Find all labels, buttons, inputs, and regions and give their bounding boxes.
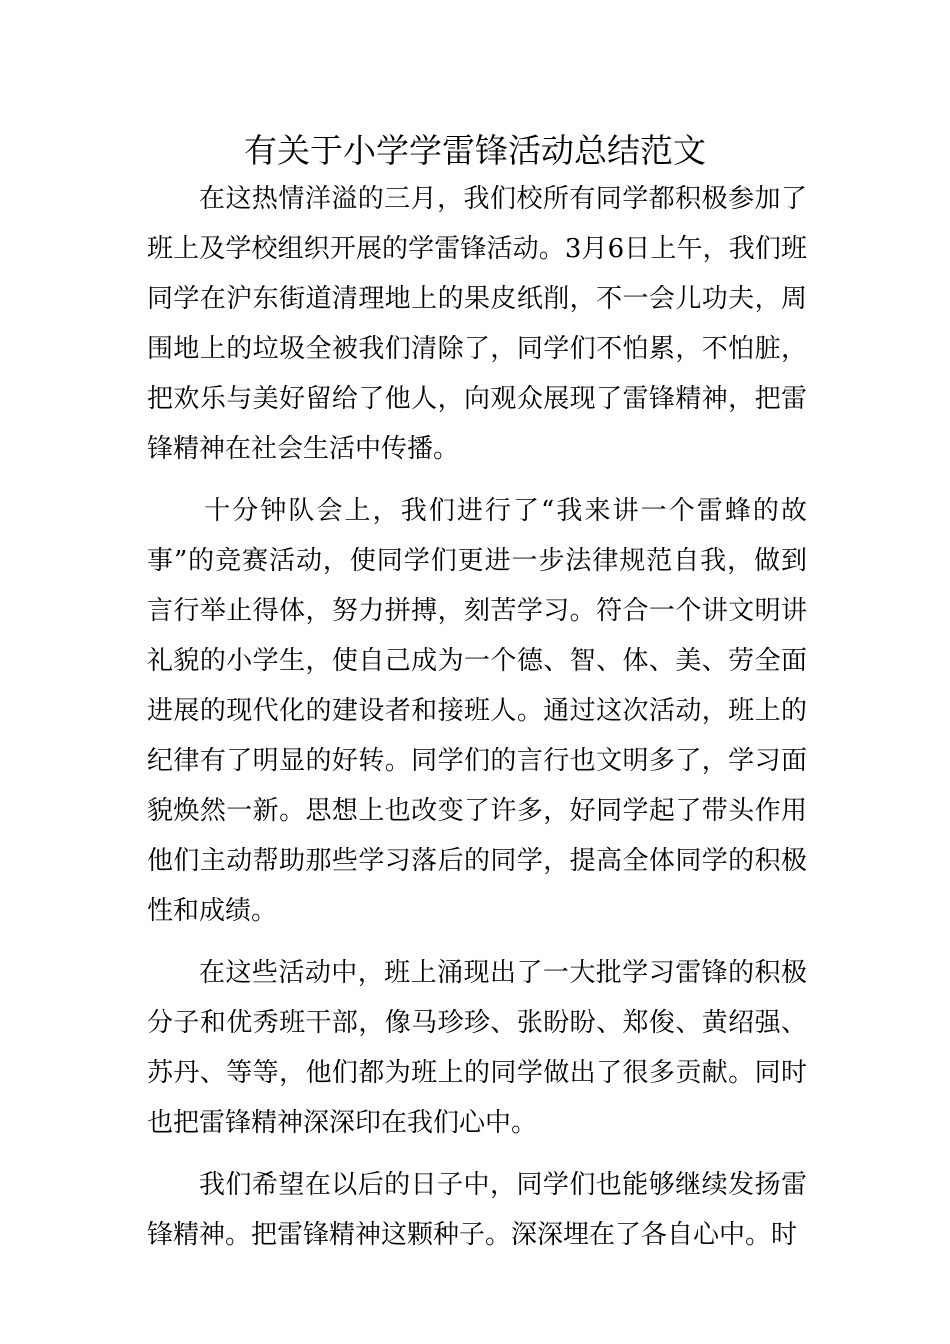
paragraph-4: 我们希望在以后的日子中，同学们也能够继续发扬雷锋精神。把雷锋精神这颗种子。深深埋在了各自心中。时 bbox=[147, 1170, 807, 1250]
paragraph-2: 十分钟队会上，我们进行了“我来讲一个雷蜂的故事”的竞赛活动，使同学们更进一步法律规范自我，做到言行举止得体，努力拼搏，刻苦学习。符合一个讲文明讲礼貌的小学生，使自己成为一个德、智、体、美、劳全面进展的现代化的建设者和接班人。通过这次活动，班上的纪律有了明显的好转。同学们的言行也文明多了，学习面貌焕然一新。思想上也改变了许多，好同学起了带头作用他们主动帮助那些学习落后的同学，提高全体同学的积极性和成绩。 bbox=[147, 496, 807, 926]
document-body bbox=[147, 174, 807, 1260]
document-title: 有关于小学学雷锋活动总结范文 bbox=[244, 131, 706, 170]
paragraph-3: 在这些活动中，班上涌现出了一大批学习雷锋的积极分子和优秀班干部，像马珍珍、张盼盼、郑俊、黄绍强、苏丹、等等，他们都为班上的同学做出了很多贡献。同时也把雷锋精神深深印在我们心中。 bbox=[147, 958, 807, 1138]
paragraph-1: 在这热情洋溢的三月，我们校所有同学都积极参加了班上及学校组织开展的学雷锋活动。3月6日上午，我们班同学在沪东街道清理地上的果皮纸削，不一会儿功夫，周围地上的垃圾全被我们清除了，同学们不怕累，不怕脏，把欢乐与美好留给了他人，向观众展现了雷锋精神，把雷锋精神在社会生活中传播。 bbox=[147, 184, 807, 464]
